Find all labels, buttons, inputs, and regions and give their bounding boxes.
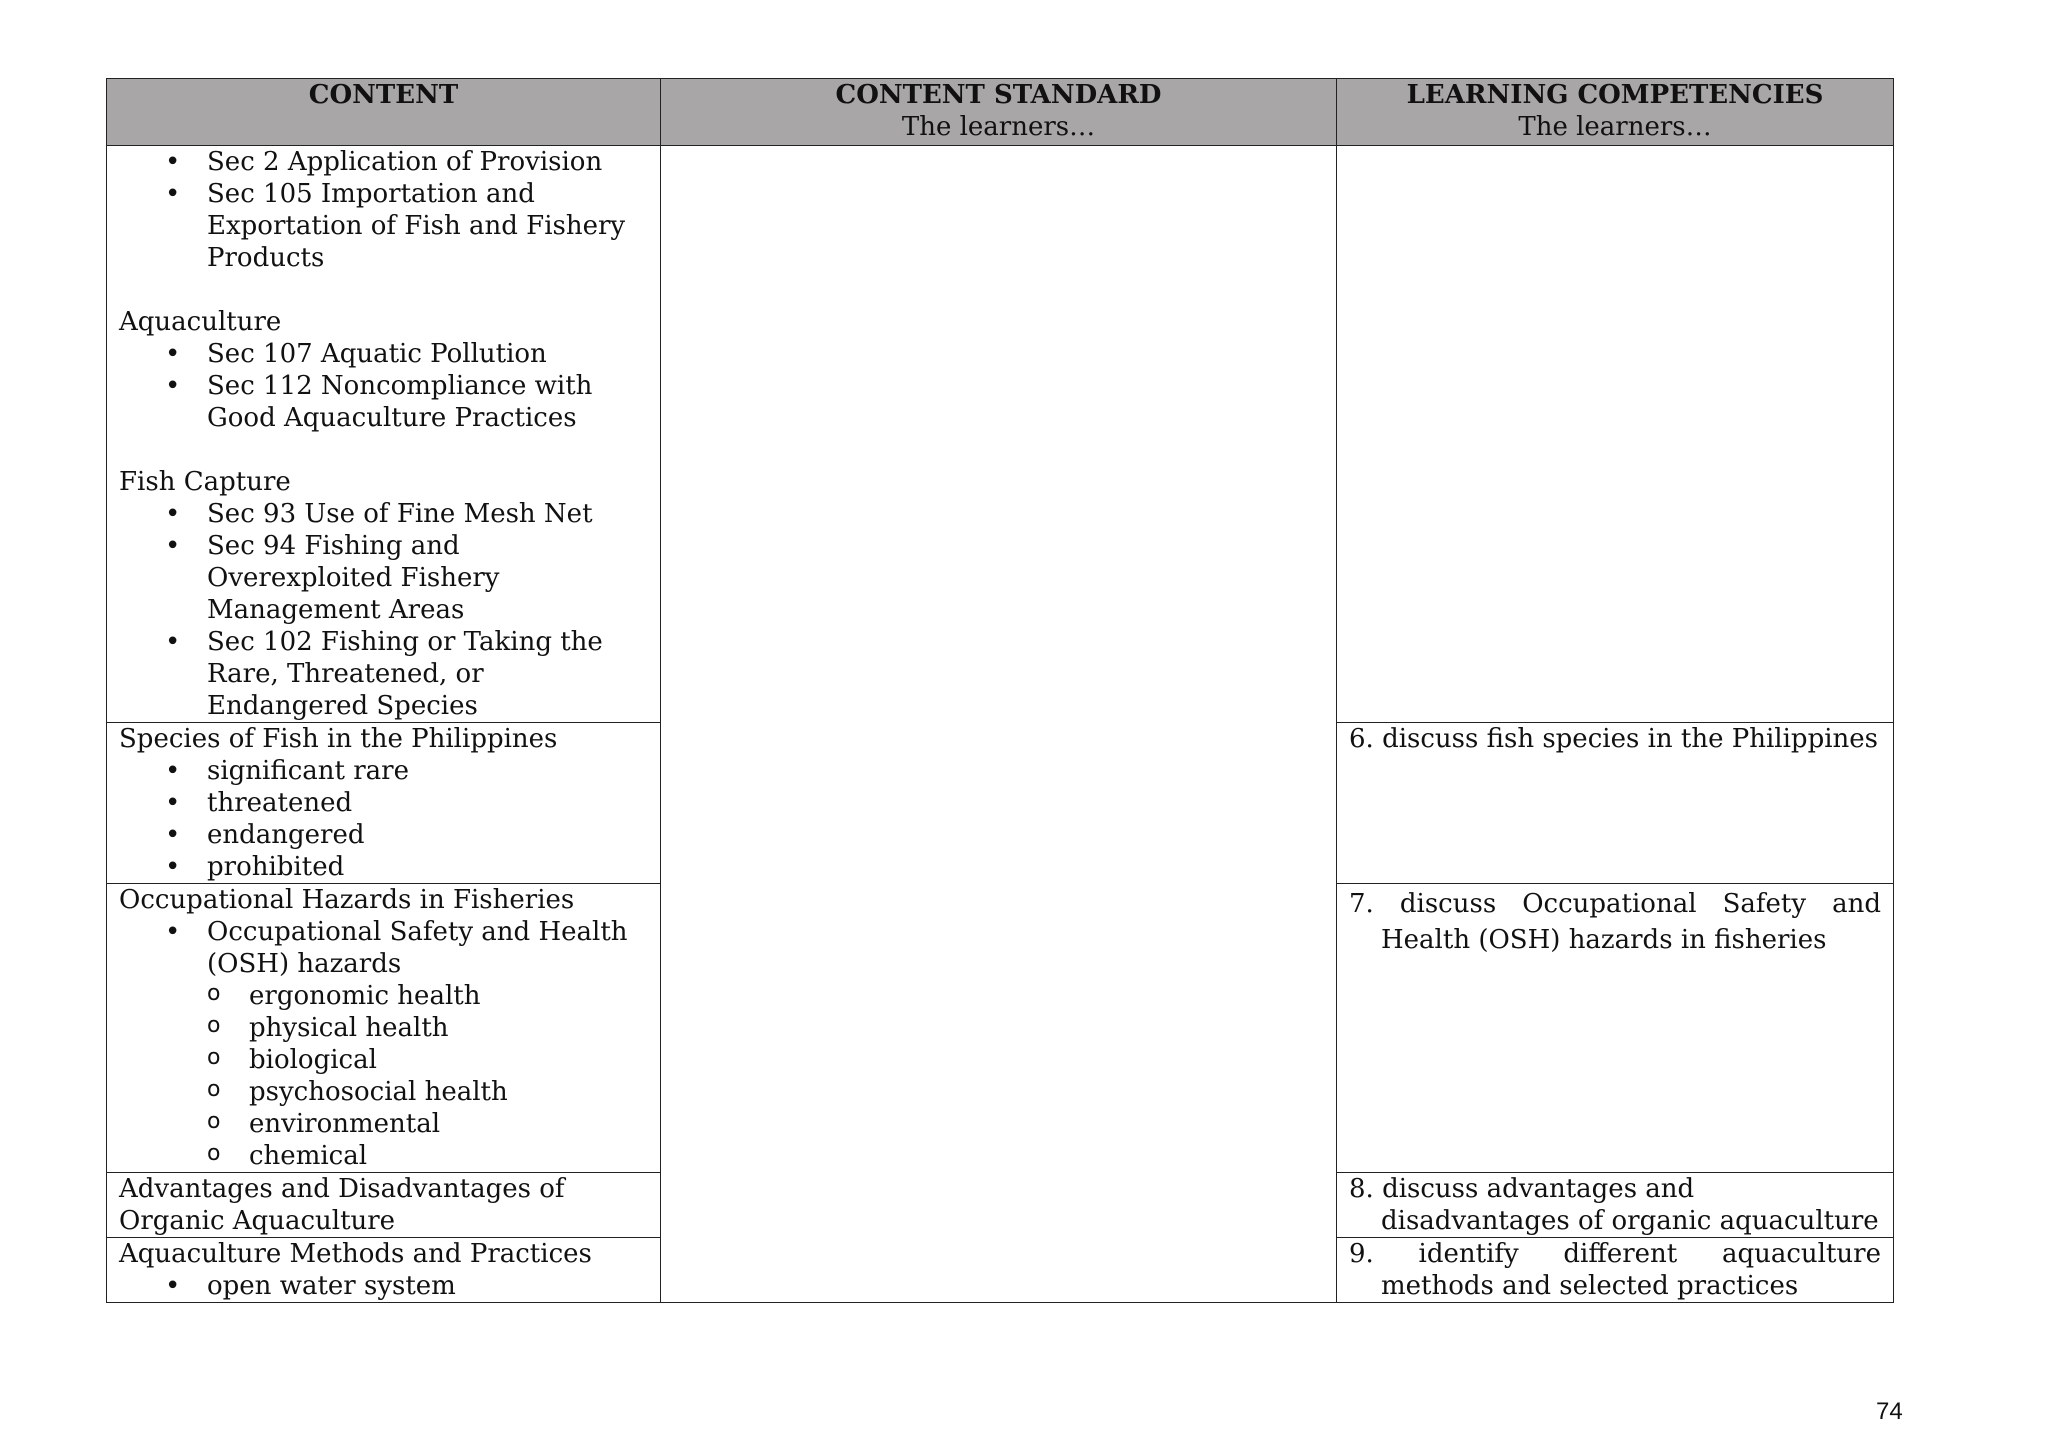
sub-list-item: o ergonomic health (207, 980, 648, 1012)
list-item: • Sec 93 Use of Fine Mesh Net (119, 498, 648, 530)
header-title: CONTENT (308, 80, 459, 110)
list-item: • Sec 107 Aquatic Pollution (119, 338, 648, 370)
list-item: • Sec 102 Fishing or Taking the Rare, Threatened, or Endangered Species (119, 626, 648, 722)
list-item-text: Occupational Safety and Health (OSH) hazards (207, 917, 628, 979)
list-item: • prohibited (119, 851, 648, 883)
list-item: • significant rare (119, 755, 648, 787)
competency-item: 8. discuss advantages and disadvantages of organic aquaculture (1349, 1174, 1879, 1236)
competency-item: 6. discuss fish species in the Philippines (1349, 724, 1879, 754)
content-cell (107, 1238, 661, 1303)
header-subtitle: The learners… (1518, 112, 1712, 142)
bullet-list (119, 755, 648, 883)
list-item: • Sec 2 Application of Provision (119, 146, 648, 178)
content-cell (107, 146, 661, 723)
list-item: • endangered (119, 819, 648, 851)
competency-cell (1337, 723, 1894, 884)
header-learning-competencies (1337, 79, 1894, 146)
curriculum-table (106, 78, 1894, 1303)
topic-label: Advantages and Disadvantages of Organic Aquaculture (119, 1174, 565, 1236)
sub-bullet-list (207, 980, 648, 1172)
list-item: • open water system (119, 1270, 648, 1302)
header-content (107, 79, 661, 146)
header-title: CONTENT STANDARD (835, 80, 1162, 110)
table-row (107, 146, 1894, 723)
sub-list-item: o psychosocial health (207, 1076, 648, 1108)
header-content-standard (661, 79, 1337, 146)
list-item: • threatened (119, 787, 648, 819)
content-cell (107, 1173, 661, 1238)
sub-list-item: o environmental (207, 1108, 648, 1140)
group-label: Aquaculture (119, 307, 282, 337)
list-item: • Sec 105 Importation and Exportation of Fish and Fishery Products (119, 178, 648, 274)
bullet-list (119, 146, 648, 274)
content-cell (107, 884, 661, 1173)
topic-label: Occupational Hazards in Fisheries (119, 885, 575, 915)
competency-cell (1337, 1238, 1894, 1303)
group-label: Fish Capture (119, 467, 291, 497)
table-header-row (107, 79, 1894, 146)
header-title: LEARNING COMPETENCIES (1406, 80, 1824, 110)
sub-list-item: o chemical (207, 1140, 648, 1172)
list-item: • Sec 112 Noncompliance with Good Aquaculture Practices (119, 370, 648, 434)
header-subtitle: The learners… (901, 112, 1096, 142)
page-number: 74 (1876, 1398, 1903, 1425)
list-item (119, 916, 648, 1172)
competency-cell (1337, 884, 1894, 1173)
competency-item: 7. discuss Occupational Safety and Health (OSH) hazards in fisheries (1349, 889, 1881, 955)
competency-cell (1337, 1173, 1894, 1238)
list-item: • Sec 94 Fishing and Overexploited Fishery Management Areas (119, 530, 648, 626)
bullet-list (119, 1270, 648, 1302)
content-cell (107, 723, 661, 884)
competency-item: 9. identify different aquaculture methods and selected practices (1349, 1239, 1881, 1301)
content-standard-cell (661, 146, 1337, 1303)
bullet-list (119, 916, 648, 1172)
topic-label: Aquaculture Methods and Practices (119, 1239, 592, 1269)
sub-list-item: o physical health (207, 1012, 648, 1044)
bullet-list (119, 338, 648, 434)
topic-label: Species of Fish in the Philippines (119, 724, 558, 754)
sub-list-item: o biological (207, 1044, 648, 1076)
competency-cell (1337, 146, 1894, 723)
bullet-list (119, 498, 648, 722)
